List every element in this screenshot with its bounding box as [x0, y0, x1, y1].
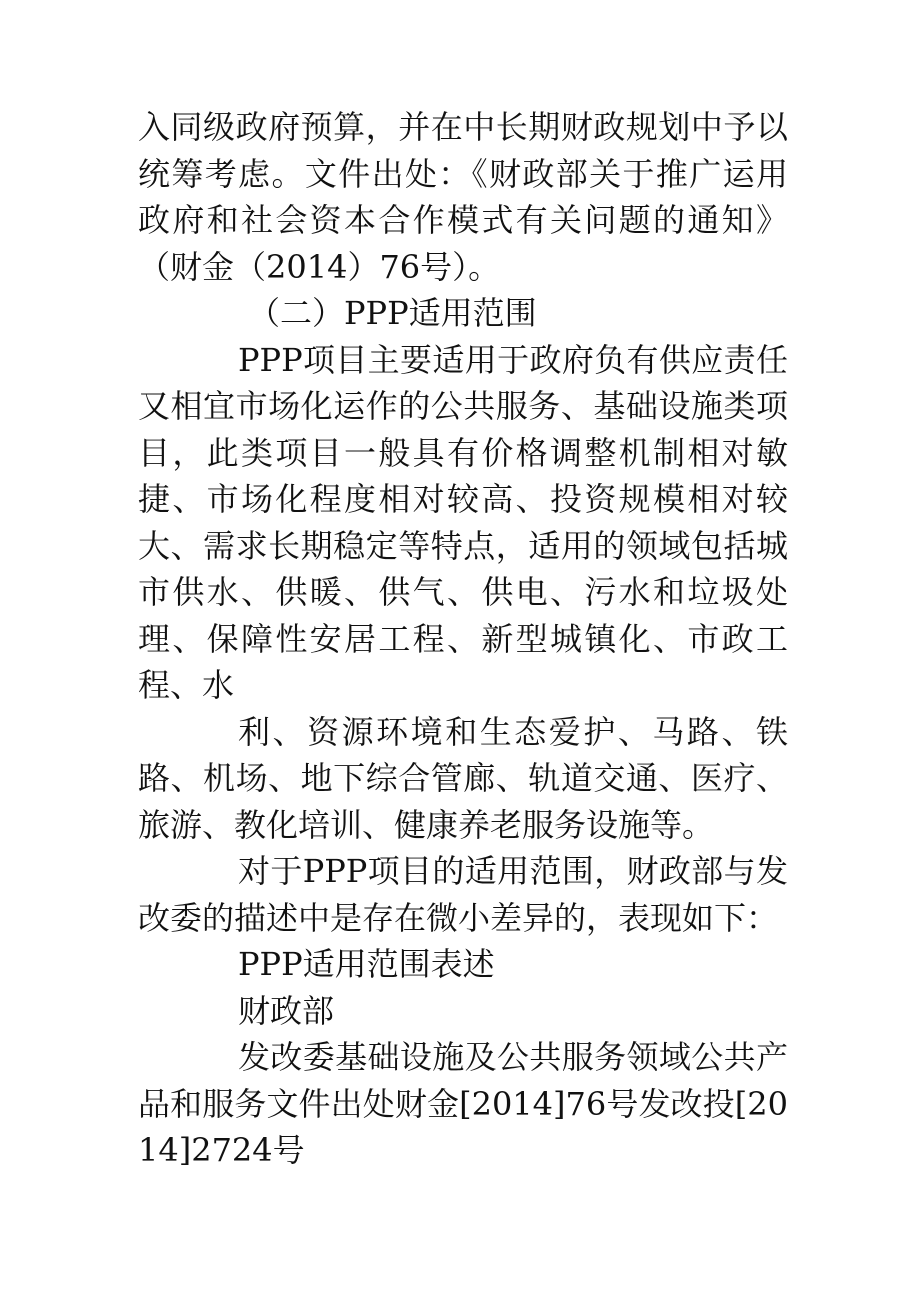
table-title: PPP适用范围表述: [238, 945, 495, 983]
paragraph-difference: 对于PPP项目的适用范围，财政部与发改委的描述中是存在微小差异的，表现如下：: [138, 852, 788, 937]
document-body: [138, 104, 788, 1174]
table-cell-ministry-of-finance: 财政部: [238, 991, 335, 1030]
paragraph-scope: PPP项目主要适用于政府负有供应责任又相宜市场化运作的公共服务、基础设施类项目，此类项目一般具有价格调整机制相对敏捷、市场化程度相对较高、投资规模相对较大、需求长期稳定等特点，适用的领域包括城市供水、供暖、供气、供电、污水和垃圾处理、保障性安居工程、新型城镇化、市政工程、水: [138, 340, 788, 704]
section-heading: （二）PPP适用范围: [248, 294, 537, 332]
paragraph-continuation: 入同级政府预算，并在中长期财政规划中予以统筹考虑。文件出处：《财政部关于推广运用政府和社会资本合作模式有关问题的通知》（财金（2014）76号）。: [138, 108, 788, 286]
paragraph-scope-continued: 利、资源环境和生态爱护、马路、铁路、机场、地下综合管廊、轨道交通、医疗、旅游、教化培训、健康养老服务设施等。: [138, 712, 788, 844]
table-cell-ndrc-row: 发改委基础设施及公共服务领域公共产品和服务文件出处财金[2014]76号发改投[2014]2724号: [138, 1038, 788, 1169]
